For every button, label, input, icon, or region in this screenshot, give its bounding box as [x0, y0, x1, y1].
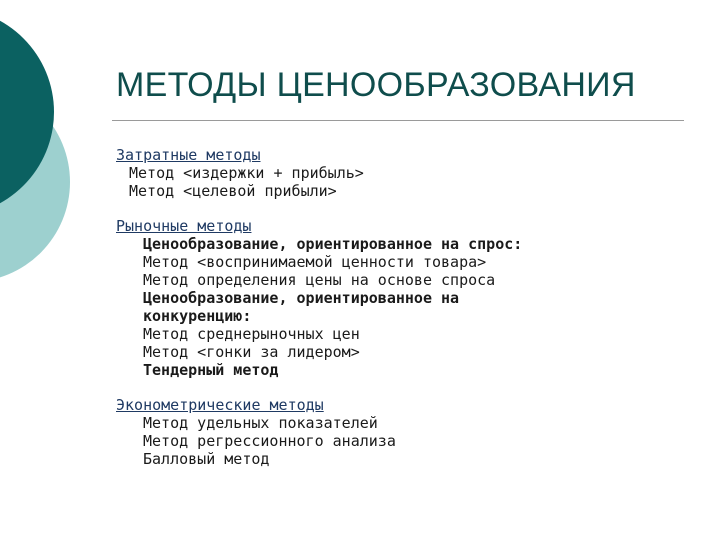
list-item: Метод <гонки за лидером>: [143, 343, 360, 361]
list-item: Метод регрессионного анализа: [143, 432, 396, 450]
section-market-methods: [116, 217, 706, 379]
section-heading[interactable]: Эконометрические методы: [116, 396, 324, 414]
list-item: Метод удельных показателей: [143, 414, 378, 432]
section-heading[interactable]: Рыночные методы: [116, 217, 252, 235]
subheading: Ценообразование, ориентированное на спрос:: [143, 235, 523, 253]
decorative-circles: [0, 0, 90, 300]
list-item: Балловый метод: [143, 450, 270, 468]
list-item: Метод <издержки + прибыль>: [129, 164, 364, 182]
title-divider: [112, 120, 684, 121]
slide-title: МЕТОДЫ ЦЕНООБРАЗОВАНИЯ: [116, 66, 636, 104]
subheading: Тендерный метод: [143, 361, 279, 379]
section-econometric-methods: [116, 396, 706, 468]
section-heading[interactable]: Затратные методы: [116, 146, 261, 164]
slide-content: [116, 146, 706, 485]
subheading: конкуренцию:: [143, 307, 252, 325]
list-item: Метод определения цены на основе спроса: [143, 271, 496, 289]
list-item: Метод среднерыночных цен: [143, 325, 360, 343]
subheading: Ценообразование, ориентированное на: [143, 289, 460, 307]
list-item: Метод <воспринимаемой ценности товара>: [143, 253, 487, 271]
list-item: Метод <целевой прибыли>: [129, 182, 337, 200]
section-cost-methods: [116, 146, 706, 200]
